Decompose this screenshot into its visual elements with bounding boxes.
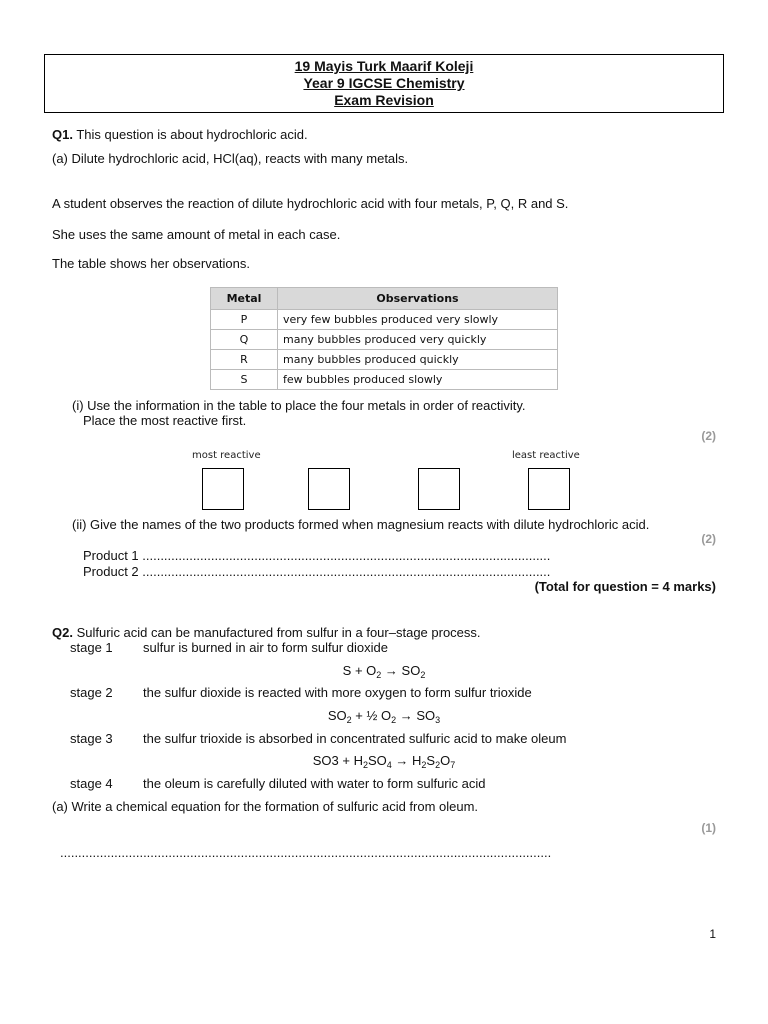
q1-intro-line [52, 127, 308, 142]
product1-answer-line[interactable]: Product 1 ................................................................................................................. [83, 548, 551, 563]
q1-para2: She uses the same amount of metal in each case. [52, 227, 341, 242]
observation-cell: many bubbles produced very quickly [278, 330, 558, 350]
q1-part-i-marks: (2) [701, 429, 716, 443]
metal-cell: S [211, 370, 278, 390]
q2-label: Q2. [52, 625, 73, 640]
table-row [211, 350, 558, 370]
table-row [211, 310, 558, 330]
table-row [211, 330, 558, 350]
equation-stage-3: $SO3 + H_2SO_4 \to H_2S_2O_7$ [312, 753, 456, 770]
stage-4-name: stage 4 [70, 776, 113, 791]
stage-2-name: stage 2 [70, 685, 113, 700]
observation-cell: many bubbles produced quickly [278, 350, 558, 370]
most-reactive-label: most reactive [192, 450, 261, 461]
product2-answer-line[interactable]: Product 2 ................................................................................................................. [83, 564, 551, 579]
q1-part-i-line2: Place the most reactive first. [83, 413, 247, 428]
observation-cell: few bubbles produced slowly [278, 370, 558, 390]
q1-para1: A student observes the reaction of dilute hydrochloric acid with four metals, P, Q, R and S. [52, 196, 569, 211]
stage-2-text: the sulfur dioxide is reacted with more oxygen to form sulfur trioxide [143, 685, 532, 700]
q2-answer-line[interactable]: ........................................................................................................................................ [60, 845, 552, 860]
rank-box-4[interactable] [528, 468, 570, 510]
stage-1-name: stage 1 [70, 640, 113, 655]
stage-3-name: stage 3 [70, 731, 113, 746]
table-row [211, 370, 558, 390]
q1-total-marks: (Total for question = 4 marks) [534, 579, 716, 594]
q1-part-i-line1: (i) Use the information in the table to place the four metals in order of reactivity. [72, 398, 526, 413]
q1-para3: The table shows her observations. [52, 256, 250, 271]
page-number: 1 [709, 927, 716, 941]
q1-part-ii-marks: (2) [701, 532, 716, 546]
table-header-observations: Observations [278, 288, 558, 310]
rank-box-1[interactable] [202, 468, 244, 510]
stage-3-text: the sulfur trioxide is absorbed in concentrated sulfuric acid to make oleum [143, 731, 567, 746]
metal-cell: P [211, 310, 278, 330]
q2-intro: Sulfuric acid can be manufactured from sulfur in a four–stage process. [76, 625, 481, 640]
page-title: Exam Revision [334, 92, 434, 108]
q2-part-a-marks: (1) [701, 821, 716, 835]
stage-4-text: the oleum is carefully diluted with water to form sulfuric acid [143, 776, 486, 791]
table-header-row [211, 288, 558, 310]
equation-stage-1: $S + O_2 \to SO_2$ [342, 663, 426, 680]
rank-box-3[interactable] [418, 468, 460, 510]
header-box [44, 54, 724, 113]
q1-label: Q1. [52, 127, 73, 142]
equation-stage-2: $SO_2$ + ½ $O_2 \to SO_3$ [327, 708, 441, 725]
school-name: 19 Mayis Turk Maarif Koleji [294, 58, 474, 74]
table-header-metal: Metal [211, 288, 278, 310]
observations-table [210, 287, 558, 390]
q1-part-a: (a) Dilute hydrochloric acid, HCl(aq), reacts with many metals. [52, 151, 409, 166]
stage-1-text: sulfur is burned in air to form sulfur dioxide [143, 640, 388, 655]
course-name: Year 9 IGCSE Chemistry [303, 75, 465, 91]
q1-part-ii: (ii) Give the names of the two products formed when magnesium reacts with dilute hydrochloric acid. [72, 517, 650, 532]
least-reactive-label: least reactive [512, 450, 580, 461]
q1-intro: This question is about hydrochloric acid. [76, 127, 308, 142]
q2-intro-line [52, 625, 481, 640]
metal-cell: Q [211, 330, 278, 350]
observation-cell: very few bubbles produced very slowly [278, 310, 558, 330]
metal-cell: R [211, 350, 278, 370]
q2-part-a: (a) Write a chemical equation for the formation of sulfuric acid from oleum. [52, 799, 479, 814]
rank-box-2[interactable] [308, 468, 350, 510]
